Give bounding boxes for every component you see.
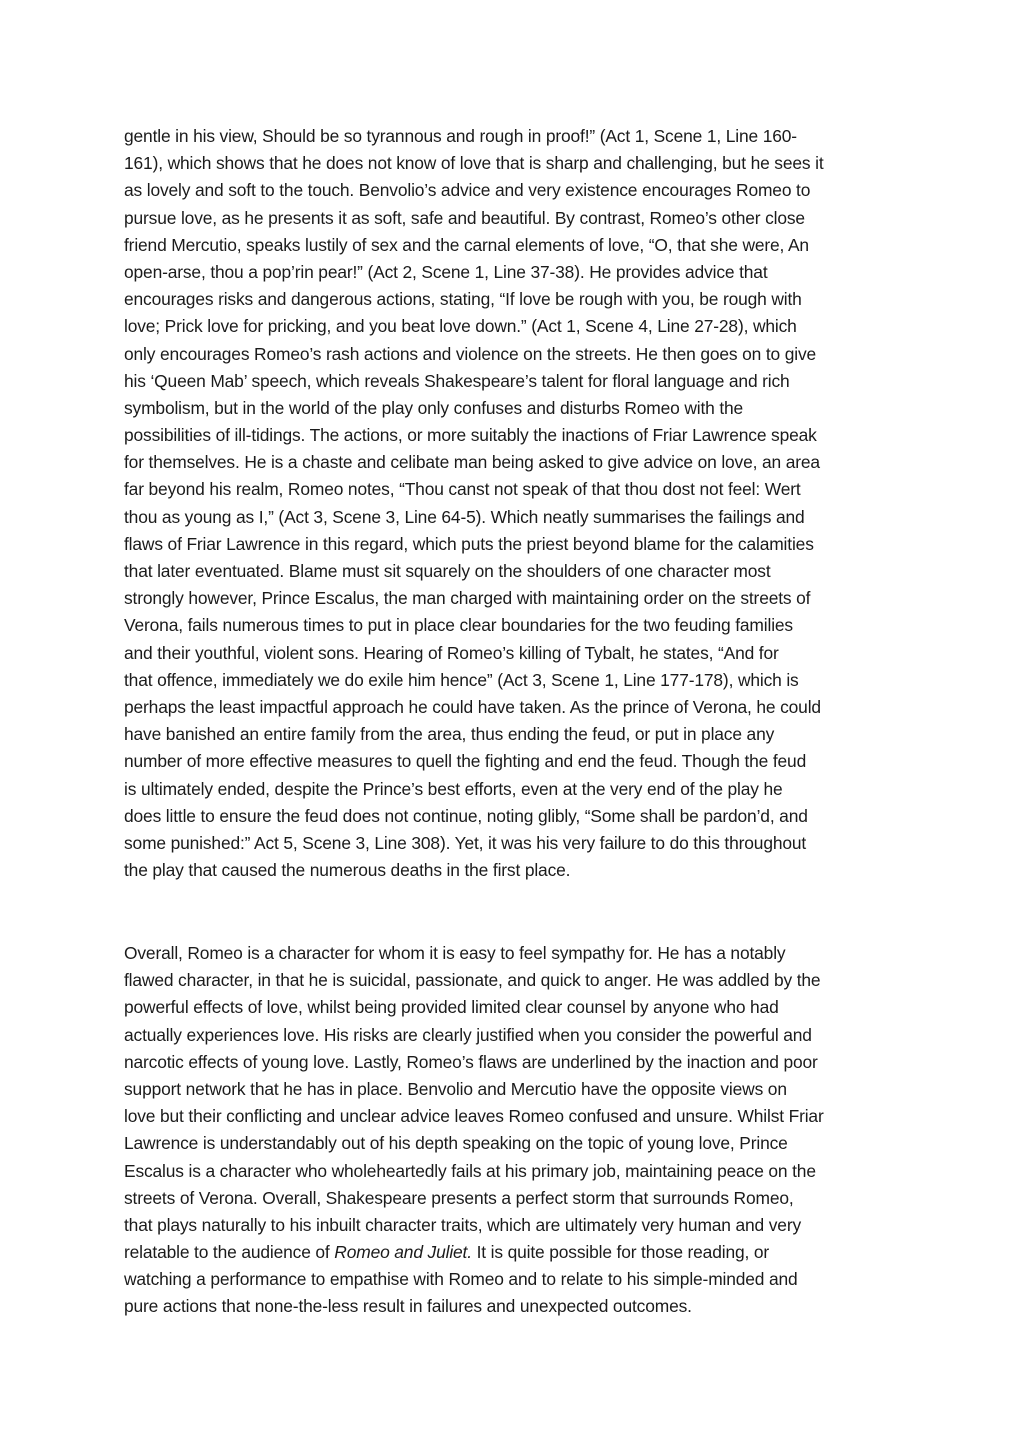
- text-line: only encourages Romeo’s rash actions and violence on the streets. He then goes on to give: [124, 343, 817, 364]
- text-line: as lovely and soft to the touch. Benvolio’s advice and very existence encourages Romeo to: [124, 180, 811, 201]
- text-line: the play that caused the numerous deaths in the first place.: [124, 860, 571, 881]
- text-line: support network that he has in place. Benvolio and Mercutio have the opposite views on: [124, 1078, 787, 1099]
- text-line: Escalus is a character who wholeheartedly fails at his primary job, maintaining peace on the: [124, 1160, 816, 1181]
- text-line: symbolism, but in the world of the play only confuses and disturbs Romeo with the: [124, 397, 744, 418]
- text-line: is ultimately ended, despite the Prince’s best efforts, even at the very end of the play he: [124, 778, 783, 799]
- text-line: friend Mercutio, speaks lustily of sex and the carnal elements of love, “O, that she were, An: [124, 234, 809, 255]
- text-line: love but their conflicting and unclear advice leaves Romeo confused and unsure. Whilst Friar: [124, 1106, 824, 1127]
- text-line: thou as young as I,” (Act 3, Scene 3, Line 64-5). Which neatly summarises the failings and: [124, 506, 805, 527]
- text-line-with-title: [124, 1239, 924, 1266]
- text-line: that later eventuated. Blame must sit squarely on the shoulders of one character most: [124, 561, 771, 581]
- text-line: open-arse, thou a pop’rin pear!” (Act 2, Scene 1, Line 37-38). He provides advice that: [124, 261, 768, 282]
- text-line: that plays naturally to his inbuilt character traits, which are ultimately very human and very: [124, 1214, 802, 1235]
- text-line: 161), which shows that he does not know of love that is sharp and challenging, but he sees it: [124, 153, 824, 174]
- text-line: pure actions that none-the-less result in failures and unexpected outcomes.: [124, 1296, 692, 1317]
- text-line: does little to ensure the feud does not continue, noting glibly, “Some shall be pardon’d, and: [124, 805, 808, 826]
- text-line: streets of Verona. Overall, Shakespeare presents a perfect storm that surrounds Romeo,: [124, 1187, 794, 1208]
- text-line: number of more effective measures to quell the fighting and end the feud. Though the feud: [124, 751, 807, 772]
- essay-paragraph-2: [124, 940, 924, 1321]
- text-line: that offence, immediately we do exile him hence” (Act 3, Scene 1, Line 177-178), which is: [124, 669, 799, 690]
- text-line: some punished:” Act 5, Scene 3, Line 308). Yet, it was his very failure to do this throughout: [124, 832, 807, 853]
- line-text-after-title: It is quite possible for those reading, or: [471, 1242, 770, 1263]
- text-line: pursue love, as he presents it as soft, safe and beautiful. By contrast, Romeo’s other close: [124, 207, 805, 228]
- text-line: have banished an entire family from the area, thus ending the feud, or put in place any: [124, 724, 775, 745]
- text-line: and their youthful, violent sons. Hearing of Romeo’s killing of Tybalt, he states, “And for: [124, 642, 779, 663]
- text-line: Lawrence is understandably out of his depth speaking on the topic of young love, Prince: [124, 1133, 788, 1154]
- text-line: Overall, Romeo is a character for whom it is easy to feel sympathy for. He has a notably: [124, 943, 786, 963]
- text-line: Verona, fails numerous times to put in place clear boundaries for the two feuding families: [124, 615, 793, 636]
- text-line: flawed character, in that he is suicidal, passionate, and quick to anger. He was addled by the: [124, 970, 821, 991]
- text-line: far beyond his realm, Romeo notes, “Thou canst not speak of that thou dost not feel: Wert: [124, 479, 801, 500]
- text-line: strongly however, Prince Escalus, the man charged with maintaining order on the streets of: [124, 588, 811, 609]
- text-line: flaws of Friar Lawrence in this regard, which puts the priest beyond blame for the calamities: [124, 533, 814, 554]
- text-line: possibilities of ill-tidings. The actions, or more suitably the inactions of Friar Lawrence speak: [124, 425, 817, 446]
- text-line: gentle in his view, Should be so tyrannous and rough in proof!” (Act 1, Scene 1, Line 160-: [124, 126, 797, 146]
- line-text-before-title: relatable to the audience of: [124, 1242, 335, 1263]
- essay-paragraph-1: [124, 123, 924, 884]
- text-line: powerful effects of love, whilst being provided limited clear counsel by anyone who had: [124, 997, 779, 1018]
- text-line: encourages risks and dangerous actions, stating, “If love be rough with you, be rough with: [124, 289, 802, 310]
- text-line: perhaps the least impactful approach he could have taken. As the prince of Verona, he could: [124, 696, 821, 717]
- text-line: his ‘Queen Mab’ speech, which reveals Shakespeare’s talent for floral language and rich: [124, 370, 790, 391]
- text-line: actually experiences love. His risks are clearly justified when you consider the powerful and: [124, 1024, 812, 1045]
- text-line: narcotic effects of young love. Lastly, Romeo’s flaws are underlined by the inaction and poor: [124, 1051, 818, 1072]
- text-line: watching a performance to empathise with Romeo and to relate to his simple-minded and: [124, 1269, 798, 1290]
- play-title: Romeo and Juliet.: [334, 1242, 472, 1263]
- text-line: for themselves. He is a chaste and celibate man being asked to give advice on love, an area: [124, 452, 820, 473]
- text-line: love; Prick love for pricking, and you beat love down.” (Act 1, Scene 4, Line 27-28), which: [124, 316, 797, 337]
